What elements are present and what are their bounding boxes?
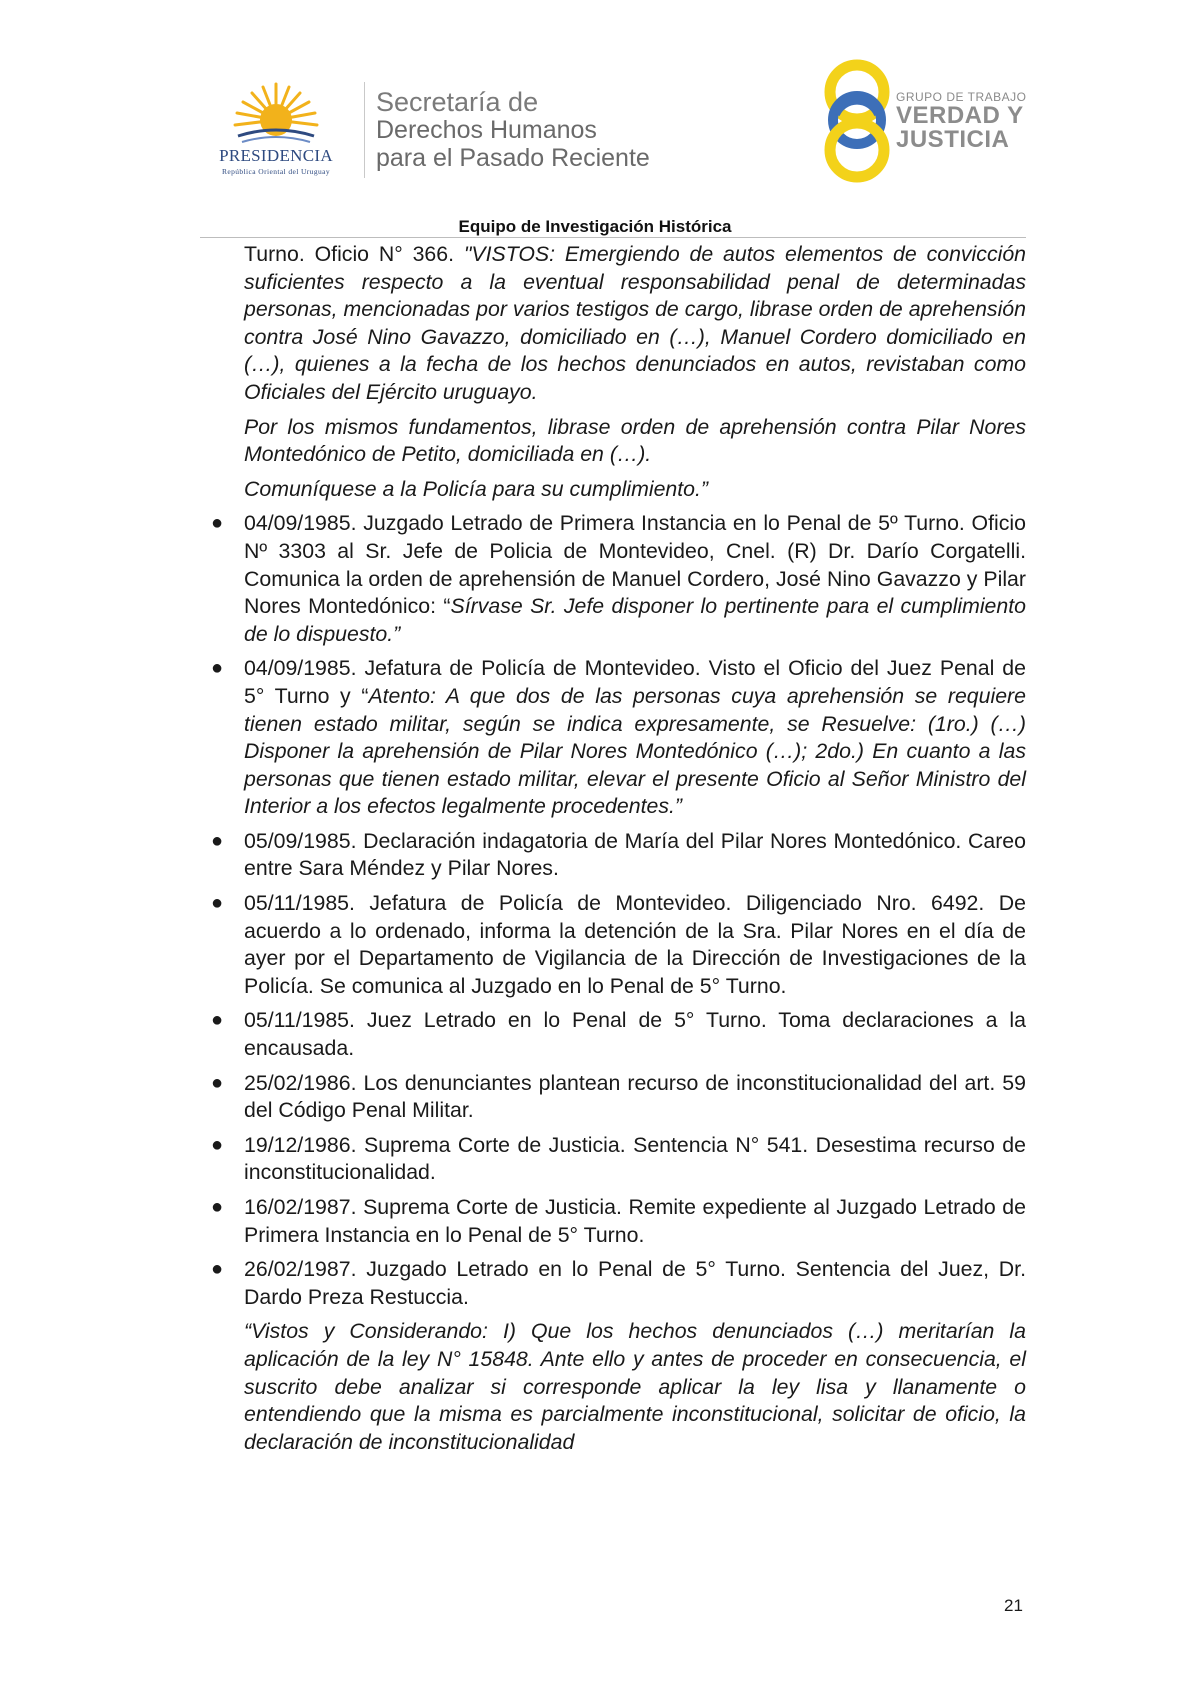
sentence-quote [244,1318,1026,1456]
verdad-label: VERDAD Y [896,102,1024,129]
list-item [211,828,1026,883]
list-item [211,510,1026,648]
chronology-list [211,510,1026,1311]
bullet-icon: ● [211,829,224,852]
entry-text: 04/09/1985. Jefatura de Policía de Montevideo. Visto el Oficio del Juez Penal de 5° Turno y “ [244,656,1026,708]
list-item [211,655,1026,821]
presidencia-name: PRESIDENCIA [219,146,333,165]
secretaria-line-3: para el Pasado Reciente [376,144,650,172]
list-item [211,1132,1026,1187]
entry-text: 05/09/1985. Declaración indagatoria de María del Pilar Nores Montedónico. Careo entre Sara Méndez y Pilar Nores. [244,828,1026,881]
sun-emblem-icon [232,80,320,146]
bullet-icon: ● [211,1071,224,1094]
intro-quote-2: Por los mismos fundamentos, librase orden de aprehensión contra Pilar Nores Montedónico de Petito, domiciliada en (…). [244,414,1026,467]
list-item [211,890,1026,1000]
entry-quote: Atento: A que dos de las personas cuya aprehensión se requiere tienen estado militar, según se indica expresamente, se Resuelve: (1ro.) (…) Disponer la aprehensión de Pilar Nores Montedónico (…); 2do.) En cuanto a las personas que tienen estado militar, elevar el presente Oficio al Señor Ministro del Interior a los efectos legalmente procedentes.” [244,683,1026,819]
bullet-icon: ● [211,512,224,535]
bullet-icon: ● [211,657,224,680]
entry-text: 04/09/1985. Juzgado Letrado de Primera Instancia en lo Penal de 5º Turno. Oficio Nº 3303 al Sr. Jefe de Policia de Montevideo, Cnel. (R) Dr. Darío Corgatelli. Comunica la orden de aprehensión de Manuel Cordero, José Nino Gavazzo y Pilar Nores Montedónico: “ [244,511,1026,619]
entry-text: 26/02/1987. Juzgado Letrado en lo Penal de 5° Turno. Sentencia del Juez, Dr. Dardo Preza Restuccia. [244,1257,1026,1309]
list-item [211,1256,1026,1311]
intro-quote: "VISTOS: Emergiendo de autos elementos de convicción suficientes respecto a la eventual responsabilidad penal de determinadas personas, mencionadas por varios testigos de cargo, librase orden de aprehensión contra José Nino Gavazzo, domiciliado en (…), Manuel Cordero domiciliado en (…), quienes a la fecha de los hechos denunciados en autos, revistaban como Oficiales del Ejército uruguayo. [244,242,1027,404]
interlocked-rings-icon [822,56,892,186]
header-divider [364,82,365,178]
secretaria-line-1: Secretaría de [376,87,539,117]
intro-lead: Turno. Oficio N° 366. [244,242,464,266]
entry-text: 16/02/1987. Suprema Corte de Justicia. Remite expediente al Juzgado Letrado de Primera Instancia en lo Penal de 5° Turno. [244,1195,1026,1247]
document-body [211,241,1027,1456]
secretaria-title [376,88,650,172]
secretaria-line-2: Derechos Humanos [376,116,597,144]
section-title: Equipo de Investigación Histórica [458,217,732,236]
page-number: 21 [1004,1596,1023,1615]
bullet-icon: ● [211,1133,224,1156]
entry-text: 05/11/1985. Juez Letrado en lo Penal de 5° Turno. Toma declaraciones a la encausada. [244,1008,1026,1061]
entry-text: 25/02/1986. Los denunciantes plantean recurso de inconstitucionalidad del art. 59 del Código Penal Militar. [244,1070,1026,1123]
bullet-icon: ● [211,1009,224,1032]
bullet-icon: ● [211,1196,224,1218]
justicia-label: JUSTICIA [896,126,1010,153]
bullet-icon: ● [211,1258,224,1281]
entry-text: 19/12/1986. Suprema Corte de Justicia. Sentencia N° 541. Desestima recurso de inconstitucionalidad. [244,1132,1026,1185]
grupo-label: GRUPO DE TRABAJO [896,90,1027,104]
bullet-icon: ● [211,892,224,915]
intro-paragraph-3 [244,476,1026,504]
list-item [211,1194,1026,1249]
list-item [211,1070,1026,1125]
grupo-verdad-justicia-logo [822,56,1027,186]
intro-paragraph [244,241,1026,407]
intro-quote-3: Comuníquese a la Policía para su cumplimiento.” [244,476,709,501]
entry-text: 05/11/1985. Jefatura de Policía de Montevideo. Diligenciado Nro. 6492. De acuerdo a lo ordenado, informa la detención de la Sra. Pilar Nores en el día de ayer por el Departamento de Vigilancia de la Dirección de Investigaciones de la Policía. Se comunica al Juzgado en lo Penal de 5° Turno. [244,891,1026,998]
list-item [211,1007,1026,1062]
sentence-quote-text: “Vistos y Considerando: I) Que los hechos denunciados (…) meritarían la aplicación de la ley N° 15848. Ante ello y antes de proceder en consecuencia, el suscrito debe analizar si corresponde aplicar la ley lisa y llanamente o entendiendo que la misma es parcialmente inconstitucional, solicitar de oficio, la declaración de inconstitucionalidad [244,1319,1026,1454]
entry-quote: Sírvase Sr. Jefe disponer lo pertinente para el cumplimiento de lo dispuesto.” [244,594,1026,646]
intro-paragraph-2 [244,414,1026,469]
presidencia-subtitle: República Oriental del Uruguay [221,167,330,176]
presidencia-logo [196,80,356,180]
header-rule [200,237,1026,238]
